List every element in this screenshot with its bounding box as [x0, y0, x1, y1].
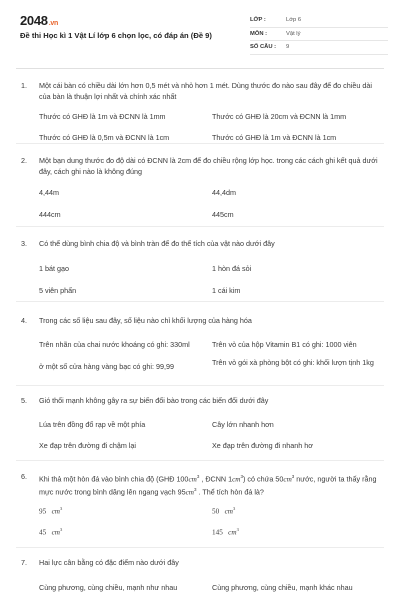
option-a[interactable]: Trên nhãn của chai nước khoáng có ghi: 330ml [39, 340, 190, 349]
question-text: Một bạn dung thước đo độ dài có ĐCNN là 2cm để đo chiều rộng lớp học. trong các cách ghi kết quả dưới đây, cách ghi nào là không đúng [39, 156, 378, 176]
option-c[interactable]: ở một số cửa hàng vàng bạc có ghi: 99,99 [39, 362, 174, 371]
option-c[interactable]: 45 $cm^3$ [39, 527, 63, 537]
meta-value: Lớp 6 [286, 17, 302, 24]
meta-value: 9 [286, 44, 290, 51]
option-a[interactable]: Cùng phương, cùng chiều, mạnh như nhau [39, 583, 178, 592]
question-3 [16, 227, 384, 302]
option-c[interactable]: 5 viên phấn [39, 286, 77, 295]
site-logo[interactable]: 2048.vn [20, 13, 58, 28]
question-6 [16, 461, 384, 548]
option-b[interactable]: 1 hòn đá sỏi [212, 264, 252, 273]
meta-value: Vật lý [286, 30, 301, 37]
question-1 [16, 69, 384, 144]
question-number: 4. [21, 316, 27, 325]
question-number: 1. [21, 81, 27, 90]
option-a[interactable]: 4,44m [39, 188, 59, 197]
option-b[interactable]: Thước có GHĐ là 20cm và ĐCNN là 1mm [212, 112, 347, 121]
option-a[interactable]: 1 bát gạo [39, 264, 69, 273]
question-number: 7. [21, 558, 27, 567]
meta-key: LỚP : [250, 17, 266, 24]
option-b[interactable]: Trên vỏ của hộp Vitamin B1 có ghi: 1000 viên [212, 340, 357, 349]
exam-title: Đề thi Học kì 1 Vật Lí lớp 6 chọn lọc, có đáp án (Đề 9) [20, 31, 212, 40]
question-text: Có thể dùng bình chia độ và bình tràn để đo thể tích của vật nào dưới đây [39, 239, 275, 248]
meta-key: SỐ CÂU : [250, 44, 277, 51]
question-number: 3. [21, 239, 27, 248]
question-number: 5. [21, 396, 27, 405]
question-text: Gió thổi mạnh không gây ra sự biến đổi bào trong các biến đổi dưới đây [39, 396, 269, 405]
option-b[interactable]: Cùng phương, cùng chiều, mạnh khác nhau [212, 583, 353, 592]
question-2 [16, 144, 384, 227]
option-b[interactable]: 50 $cm^3$ [212, 506, 236, 516]
question-text: Hai lực cân bằng có đặc điểm nào dưới đây [39, 558, 179, 567]
question-7 [16, 548, 384, 600]
option-c[interactable]: 444cm [39, 210, 61, 219]
question-text: Một cái bàn có chiều dài lớn hơn 0,5 mét và nhỏ hơn 1 mét. Dùng thước đo nào sau đây để đo chiều dài của bàn là thuận lợi nhất và chính xác nhất [39, 81, 372, 101]
option-a[interactable]: Lúa trên đồng đổ rạp về một phía [39, 420, 146, 429]
page-header [0, 0, 400, 68]
option-d[interactable]: Thước có GHĐ là 1m và ĐCNN là 1cm [212, 133, 337, 142]
question-list [0, 69, 400, 600]
question-5 [16, 386, 384, 461]
option-d[interactable]: 145 $cm^3$ [212, 527, 239, 537]
option-a[interactable]: Thước có GHĐ là 1m và ĐCNN là 1mm [39, 112, 166, 121]
option-b[interactable]: 44,4dm [212, 188, 236, 197]
option-d[interactable]: Trên vỏ gói xà phòng bột có ghi: khối lượn tịnh 1kg [212, 358, 374, 367]
option-b[interactable]: Cây lớn nhanh hơn [212, 420, 274, 429]
question-number: 2. [21, 156, 27, 165]
option-d[interactable]: 1 cái kim [212, 286, 241, 295]
option-a[interactable]: 95 $cm^3$ [39, 506, 63, 516]
option-c[interactable]: Xe đạp trên đường đi chậm lại [39, 441, 137, 450]
option-d[interactable]: 445cm [212, 210, 234, 219]
exam-meta [250, 14, 388, 55]
question-4 [16, 302, 384, 386]
question-number: 6. [21, 472, 27, 481]
option-d[interactable]: Xe đạp trên đường đi nhanh hơ [212, 441, 313, 450]
option-c[interactable]: Thước có GHĐ là 0,5m và ĐCNN là 1cm [39, 133, 170, 142]
meta-row-count [250, 41, 388, 55]
question-text: Khi thả một hòn đá vào bình chia độ (GHĐ $100cm^3$ , ĐCNN $1cm^3$) có chứa $50cm^3$ nước, người ta thấy rằng mực nước trong bình dâng lên ngang vạch $95cm^3$ . Thể tích hòn đá là? [39, 474, 377, 497]
meta-key: MÔN : [250, 30, 268, 37]
meta-row-class [250, 14, 388, 28]
question-text: Trong các số liệu sau đây, số liệu nào chỉ khối lượng của hàng hóa [39, 316, 252, 325]
meta-row-subject [250, 28, 388, 42]
